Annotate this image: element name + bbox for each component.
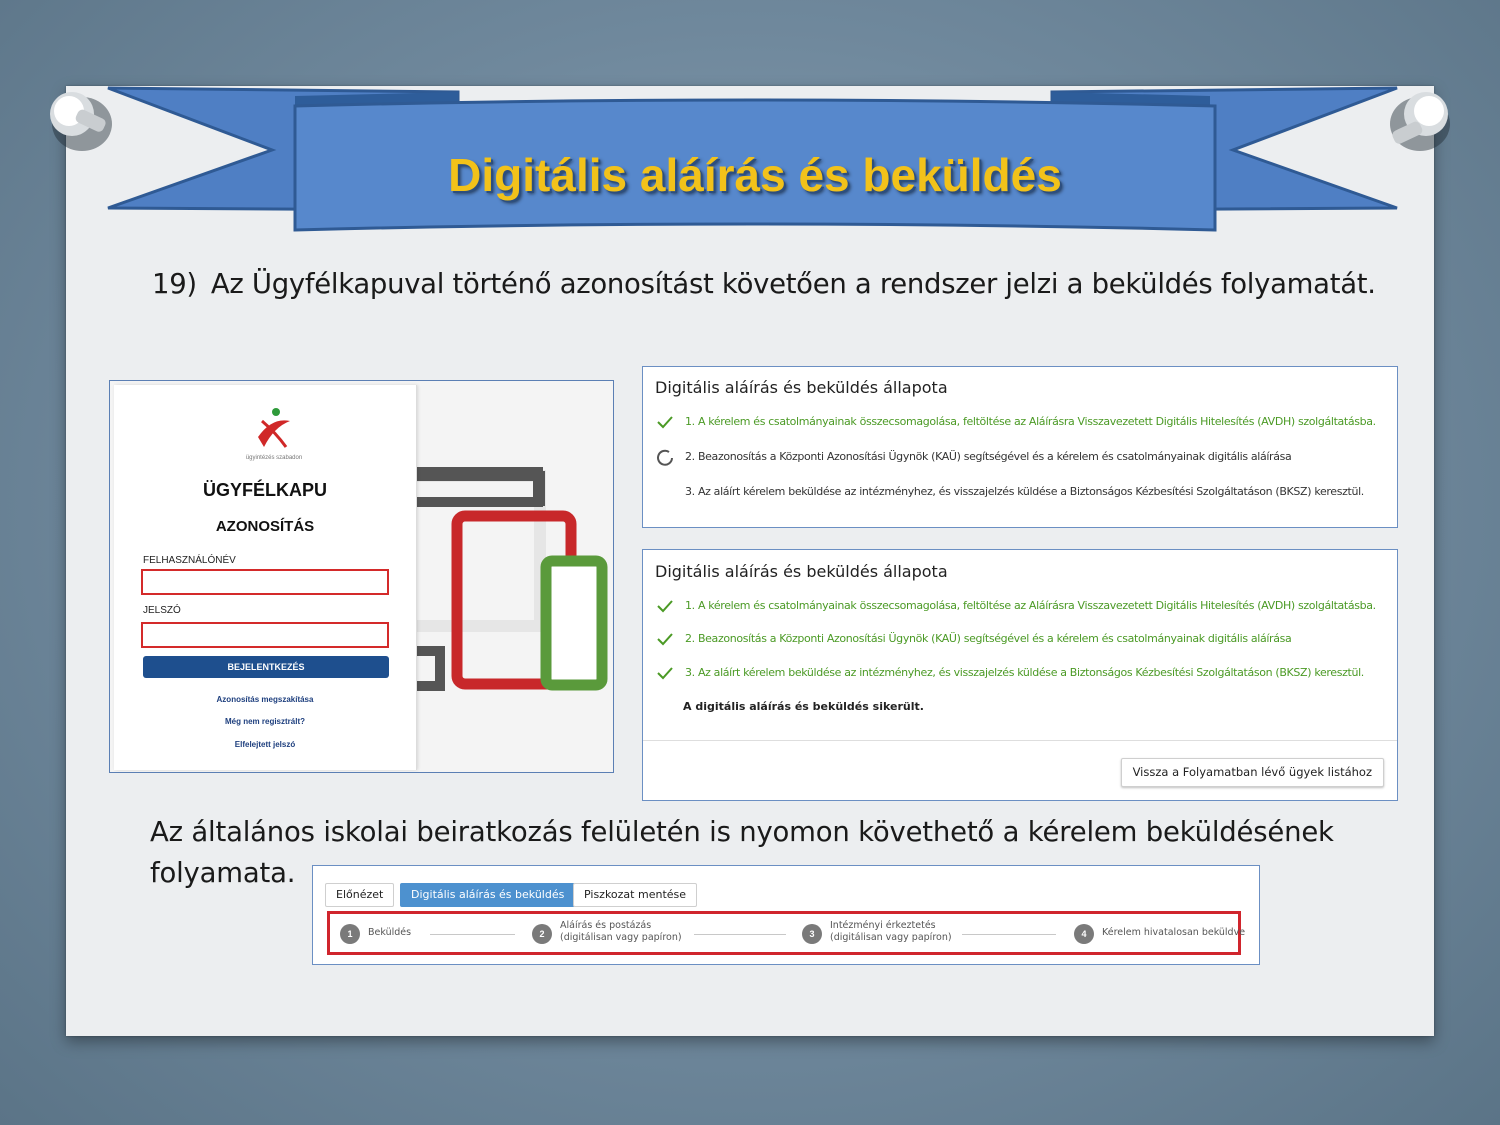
enrollment-progress-screenshot [312, 865, 1260, 965]
status-row-text: 1. A kérelem és csatolmányainak összecsomagolása, feltöltése az Aláírásra Visszavezetett Digitális Hitelesítés (AVDH) szolgáltatásba. [685, 599, 1376, 612]
step-label: Kérelem hivatalosan beküldve [1102, 927, 1246, 938]
step-label: Beküldés [368, 927, 412, 938]
status-panel-in-progress [642, 366, 1398, 528]
step-number-badge: 3 [802, 924, 822, 944]
status-row-text: 1. A kérelem és csatolmányainak összecsomagolása, feltöltése az Aláírásra Visszavezetett Digitális Hitelesítés (AVDH) szolgáltatásba. [685, 415, 1376, 428]
step-label [830, 920, 952, 944]
step-number-badge: 2 [532, 924, 552, 944]
ugyfelkapu-logo-icon [254, 407, 294, 451]
step-label-line: Intézményi érkeztetés [830, 920, 936, 931]
preview-button[interactable]: Előnézet [325, 883, 394, 907]
step-number-badge: 1 [340, 924, 360, 944]
status-row-text: 2. Beazonosítás a Központi Azonosítási Ügynök (KAÜ) segítségével és a kérelem és csatolmányainak digitális aláírása [685, 632, 1292, 645]
checkmark-icon [655, 597, 675, 615]
divider [643, 740, 1397, 741]
login-heading: ÜGYFÉLKAPU [202, 480, 327, 500]
login-button[interactable]: BEJELENTKEZÉS [143, 656, 389, 678]
progress-stepper [327, 911, 1246, 955]
status-row-text: 2. Beazonosítás a Központi Azonosítási Ügynök (KAÜ) segítségével és a kérelem és csatolmányainak digitális aláírása [685, 450, 1292, 463]
login-card [114, 385, 417, 770]
forgot-password-link[interactable]: Elfelejtett jelszó [234, 740, 296, 749]
status-title: Digitális aláírás és beküldés állapota [655, 378, 948, 397]
status-title: Digitális aláírás és beküldés állapota [655, 562, 948, 581]
step-connector [694, 934, 786, 935]
slide-title: Digitális aláírás és beküldés [448, 149, 1062, 201]
success-message: A digitális aláírás és beküldés sikerült. [683, 700, 924, 713]
step-label-line: Aláírás és postázás [560, 920, 652, 931]
step-text: Az Ügyfélkapuval történő azonosítást követően a rendszer jelzi a beküldés folyamatát. [210, 268, 1376, 300]
username-input[interactable] [141, 569, 389, 595]
checkmark-icon [655, 413, 675, 431]
back-to-list-button[interactable]: Vissza a Folyamatban lévő ügyek listához [1121, 758, 1384, 787]
status-row [655, 483, 1395, 501]
login-subheading: AZONOSÍTÁS [215, 518, 315, 535]
status-panel-complete [642, 549, 1398, 801]
status-row [655, 664, 1395, 682]
step-label-line: (digitálisan vagy papíron) [830, 932, 952, 943]
checkmark-icon [655, 664, 675, 682]
step-label [560, 920, 682, 944]
step-connector [430, 934, 515, 935]
status-row [655, 597, 1395, 615]
username-label: FELHASZNÁLÓNÉV [143, 555, 236, 566]
status-row [655, 448, 1395, 466]
status-row [655, 413, 1395, 431]
checkmark-icon [655, 630, 675, 648]
step-connector [962, 934, 1056, 935]
step-label-line: (digitálisan vagy papíron) [560, 932, 682, 943]
login-screenshot [109, 380, 614, 773]
save-draft-button[interactable]: Piszkozat mentése [573, 883, 697, 907]
loading-spinner-icon [655, 448, 675, 466]
logo-caption: ügyintézés szabadon [245, 455, 303, 461]
password-input[interactable] [141, 622, 389, 648]
description-paragraph: Az általános iskolai beiratkozás felületén is nyomon követhető a kérelem beküldésének folyamata. [150, 816, 1334, 889]
register-link[interactable]: Még nem regisztrált? [224, 717, 305, 726]
status-row [655, 630, 1395, 648]
status-row-text: 3. Az aláírt kérelem beküldése az intézményhez, és visszajelzés küldése a Biztonságos Kézbesítési Szolgáltatáson (BKSZ) keresztül. [685, 485, 1364, 498]
cancel-auth-link[interactable]: Azonosítás megszakítása [216, 695, 314, 704]
password-label: JELSZÓ [143, 605, 181, 616]
step-number: 19) [152, 268, 197, 300]
sign-and-submit-button[interactable]: Digitális aláírás és beküldés [400, 883, 575, 907]
status-row-text: 3. Az aláírt kérelem beküldése az intézményhez, és visszajelzés küldése a Biztonságos Kézbesítési Szolgáltatáson (BKSZ) keresztül. [685, 666, 1364, 679]
step-instruction [152, 268, 1376, 300]
step-number-badge: 4 [1074, 924, 1094, 944]
